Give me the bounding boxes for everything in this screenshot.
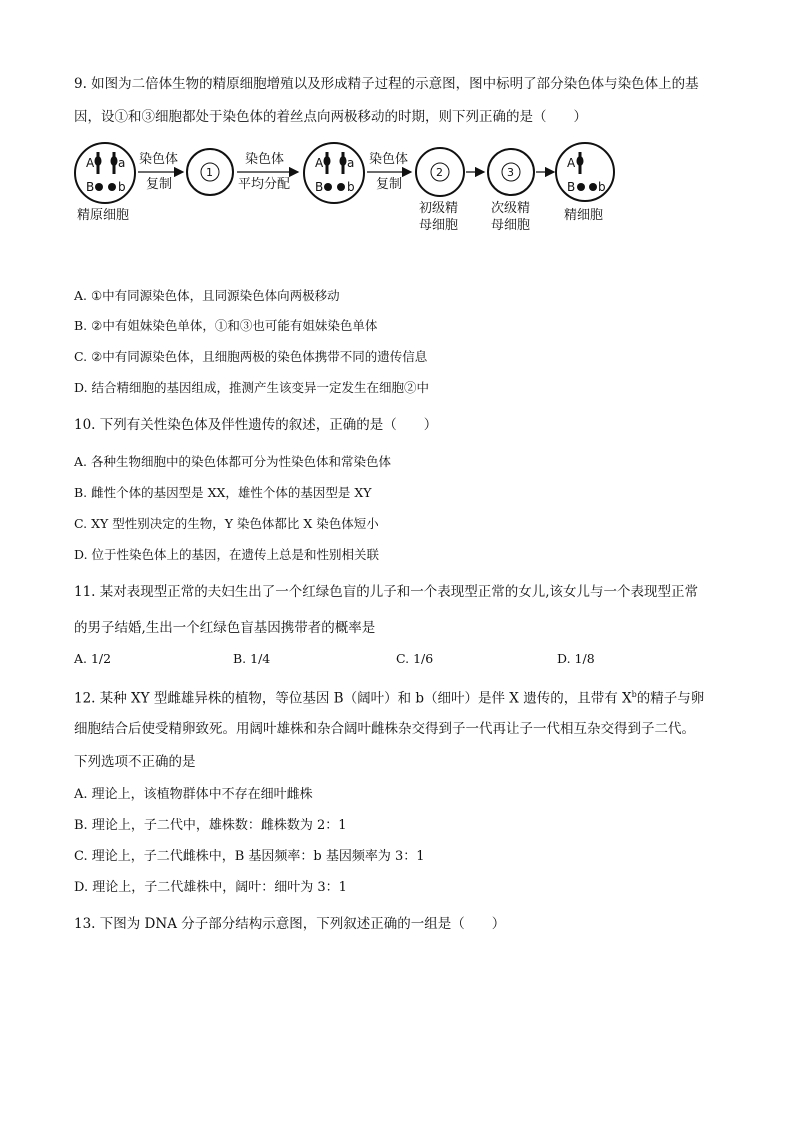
- sperm-cell: [556, 143, 614, 201]
- q12-stem-line1-text: 12. 某种 XY 型雌雄异株的植物，等位基因 B（阔叶）和 b（细叶）是伴 X 遗传的，且带有 X: [74, 690, 632, 707]
- q9-option-c: C. ②中有同源染色体，且细胞两极的染色体携带不同的遗传信息: [74, 349, 428, 364]
- cell-2-number: 2: [436, 166, 443, 179]
- q12-option-b: B. 理论上，子二代中，雄株数：雌株数为 2：1: [74, 818, 347, 833]
- q11-stem-line2: 的男子结婚,生出一个红绿色盲基因携带者的概率是: [74, 620, 376, 636]
- gene-a-label: a: [347, 156, 355, 170]
- q12-stem-line1-tail: 的精子与卵: [636, 690, 705, 707]
- q11-option-b: B. 1/4: [233, 651, 271, 666]
- q12-stem-line2: 细胞结合后使受精卵致死。用阔叶雄株和杂合阔叶雌株杂交得到子一代再让子一代相互杂交得到子二代。: [74, 721, 695, 737]
- gene-b-label: b: [598, 180, 606, 194]
- q12-option-a: A. 理论上，该植物群体中不存在细叶雌株: [74, 787, 313, 802]
- arrow3-bottom-label: 复制: [376, 177, 403, 192]
- gene-A-label: A: [315, 156, 324, 170]
- q9-option-d: D. 结合精细胞的基因组成，推测产生该变异一定发生在细胞②中: [74, 380, 430, 395]
- arrow2-bottom-label: 平均分配: [238, 177, 291, 192]
- q10-stem: 10. 下列有关性染色体及伴性遗传的叙述，正确的是（ ）: [74, 417, 438, 433]
- arrow2-top-label: 染色体: [245, 152, 285, 167]
- gene-a-label: a: [118, 156, 126, 170]
- q9-option-b: B. ②中有姐妹染色单体，①和③也可能有姐妹染色单体: [74, 318, 378, 333]
- arrow1-bottom-label: 复制: [146, 177, 173, 192]
- sperm-cell-label: 精细胞: [564, 208, 604, 223]
- q13-stem: 13. 下图为 DNA 分子部分结构示意图，下列叙述正确的一组是（ ）: [74, 916, 506, 932]
- primary-spermatocyte-label-1: 初级精: [419, 201, 459, 216]
- q12-superscript: b: [631, 690, 637, 699]
- q12-option-c: C. 理论上，子二代雌株中，B 基因频率：b 基因频率为 3：1: [74, 849, 425, 864]
- q12-stem-line1: [74, 686, 704, 708]
- q9-option-a: A. ①中有同源染色体，且同源染色体向两极移动: [74, 288, 340, 303]
- q10-option-b: B. 雌性个体的基因型是 XX，雄性个体的基因型是 XY: [74, 485, 372, 500]
- spermatogonium-cell: [75, 143, 135, 203]
- cell-3-number: 3: [507, 166, 514, 179]
- spermatogonium-label: 精原细胞: [77, 208, 130, 223]
- gene-A-label: A: [86, 156, 95, 170]
- q11-option-a: A. 1/2: [74, 651, 112, 666]
- daughter-cell: [304, 143, 364, 203]
- arrow3-top-label: 染色体: [369, 152, 409, 167]
- q10-option-c: C. XY 型性别决定的生物，Y 染色体都比 X 染色体短小: [74, 516, 379, 531]
- q10-option-a: A. 各种生物细胞中的染色体都可分为性染色体和常染色体: [74, 454, 391, 469]
- gene-B-label: B: [567, 180, 576, 194]
- gene-b-label: b: [347, 180, 355, 194]
- gene-B-label: B: [86, 180, 95, 194]
- gene-A-label: A: [567, 156, 576, 170]
- q10-option-d: D. 位于性染色体上的基因，在遗传上总是和性别相关联: [74, 547, 380, 562]
- cell-1-number: 1: [206, 166, 213, 179]
- q11-option-c: C. 1/6: [396, 651, 434, 666]
- q11-stem-line1: 11. 某对表现型正常的夫妇生出了一个红绿色盲的儿子和一个表现型正常的女儿,该女儿与一个表现型正常: [74, 584, 699, 600]
- gene-b-label: b: [118, 180, 126, 194]
- secondary-spermatocyte-label-1: 次级精: [491, 201, 531, 216]
- secondary-spermatocyte-label-2: 母细胞: [491, 218, 531, 233]
- gene-B-label: B: [315, 180, 324, 194]
- arrow1-top-label: 染色体: [139, 152, 179, 167]
- q12-option-d: D. 理论上，子二代雄株中，阔叶：细叶为 3：1: [74, 880, 347, 895]
- q12-stem-line3: 下列选项不正确的是: [74, 754, 196, 770]
- q9-stem-line2: 因，设①和③细胞都处于染色体的着丝点向两极移动的时期，则下列正确的是（ ）: [74, 109, 587, 125]
- primary-spermatocyte-label-2: 母细胞: [419, 218, 459, 233]
- q11-option-d: D. 1/8: [557, 651, 595, 666]
- q9-diagram: [0, 0, 794, 240]
- q9-stem-line1: 9. 如图为二倍体生物的精原细胞增殖以及形成精子过程的示意图，图中标明了部分染色体与染色体上的基: [74, 76, 699, 92]
